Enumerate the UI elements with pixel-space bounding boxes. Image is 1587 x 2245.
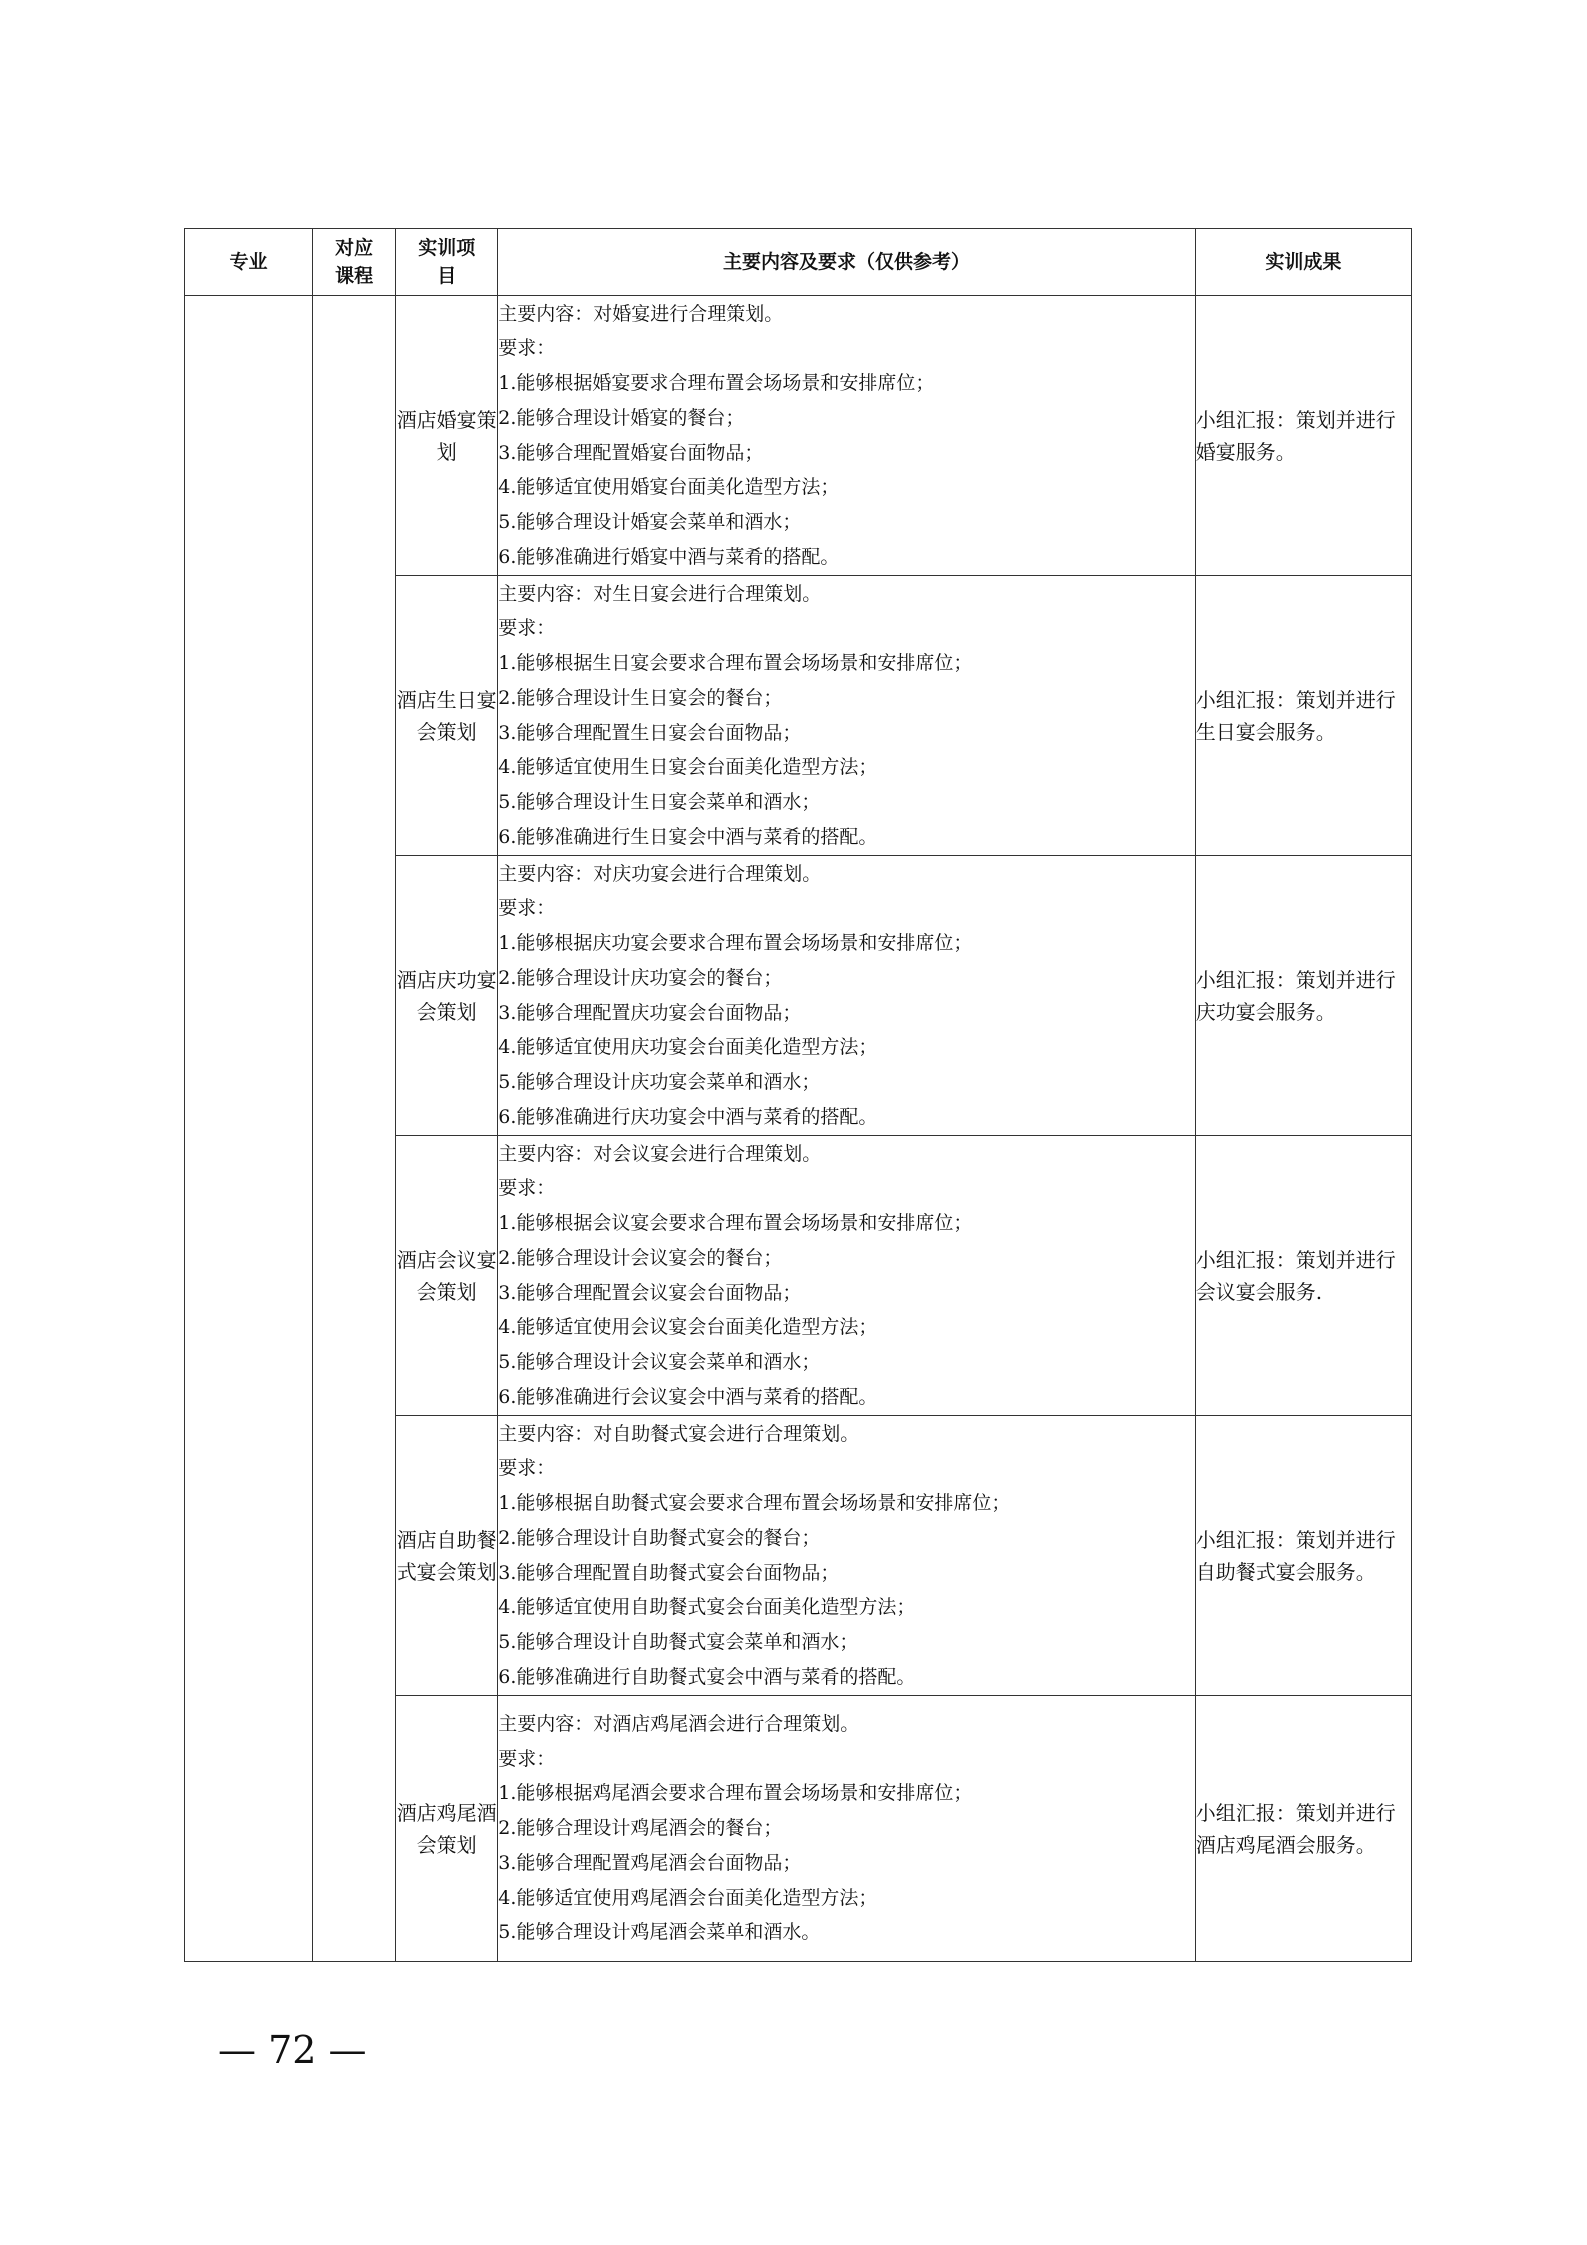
content-line: 2.能够合理设计生日宴会的餐台； (498, 686, 783, 709)
header-course: 对应课程 (313, 229, 396, 296)
content-cell (498, 296, 1196, 576)
content-line: 要求： (498, 617, 556, 640)
content-line: 4.能够适宜使用鸡尾酒会台面美化造型方法； (498, 1886, 878, 1909)
content-line: 主要内容：对酒店鸡尾酒会进行合理策划。 (498, 1713, 860, 1736)
content-line: 2.能够合理设计庆功宴会的餐台； (498, 966, 783, 989)
content-line: 主要内容：对自助餐式宴会进行合理策划。 (498, 1422, 860, 1445)
content-line: 要求： (498, 1457, 556, 1480)
training-table (184, 228, 1412, 1962)
content-cell (498, 576, 1196, 856)
header-row (185, 229, 1412, 296)
content-line: 1.能够根据生日宴会要求合理布置会场场景和安排席位； (498, 652, 973, 675)
page-number: — 72 — (218, 2028, 367, 2072)
content-line: 2.能够合理设计婚宴的餐台； (498, 406, 745, 429)
content-line: 要求： (498, 1747, 556, 1770)
content-cell (498, 856, 1196, 1136)
content-line: 4.能够适宜使用庆功宴会台面美化造型方法； (498, 1036, 878, 1059)
project-cell: 酒店鸡尾酒会策划 (396, 1696, 498, 1962)
project-cell: 酒店庆功宴会策划 (396, 856, 498, 1136)
content-line: 2.能够合理设计会议宴会的餐台； (498, 1246, 783, 1269)
content-line: 6.能够准确进行婚宴中酒与菜肴的搭配。 (498, 545, 840, 568)
content-line: 6.能够准确进行生日宴会中酒与菜肴的搭配。 (498, 825, 878, 848)
content-line: 要求： (498, 337, 556, 360)
result-cell: 小组汇报：策划并进行酒店鸡尾酒会服务。 (1195, 1696, 1411, 1962)
content-line: 2.能够合理设计自助餐式宴会的餐台； (498, 1526, 821, 1549)
content-line: 3.能够合理配置鸡尾酒会台面物品； (498, 1851, 802, 1874)
result-cell: 小组汇报：策划并进行自助餐式宴会服务。 (1195, 1416, 1411, 1696)
content-line: 1.能够根据自助餐式宴会要求合理布置会场场景和安排席位； (498, 1492, 1011, 1515)
content-line: 5.能够合理设计鸡尾酒会菜单和酒水。 (498, 1921, 821, 1944)
content-line: 3.能够合理配置自助餐式宴会台面物品； (498, 1561, 840, 1584)
content-line: 主要内容：对生日宴会进行合理策划。 (498, 582, 822, 605)
project-cell: 酒店自助餐式宴会策划 (396, 1416, 498, 1696)
content-line: 6.能够准确进行自助餐式宴会中酒与菜肴的搭配。 (498, 1665, 916, 1688)
content-line: 4.能够适宜使用婚宴台面美化造型方法； (498, 476, 840, 499)
header-major: 专业 (185, 229, 313, 296)
content-line: 3.能够合理配置会议宴会台面物品； (498, 1281, 802, 1304)
content-line: 5.能够合理设计会议宴会菜单和酒水； (498, 1350, 821, 1373)
content-line: 5.能够合理设计生日宴会菜单和酒水； (498, 790, 821, 813)
content-line: 6.能够准确进行会议宴会中酒与菜肴的搭配。 (498, 1385, 878, 1408)
content-line: 5.能够合理设计自助餐式宴会菜单和酒水； (498, 1630, 859, 1653)
content-line: 4.能够适宜使用生日宴会台面美化造型方法； (498, 756, 878, 779)
major-cell (185, 296, 313, 1962)
content-line: 2.能够合理设计鸡尾酒会的餐台； (498, 1817, 783, 1840)
content-line: 主要内容：对庆功宴会进行合理策划。 (498, 862, 822, 885)
content-line: 主要内容：对会议宴会进行合理策划。 (498, 1142, 822, 1165)
project-cell: 酒店会议宴会策划 (396, 1136, 498, 1416)
result-cell: 小组汇报：策划并进行婚宴服务。 (1195, 296, 1411, 576)
result-cell: 小组汇报：策划并进行生日宴会服务。 (1195, 576, 1411, 856)
content-line: 1.能够根据会议宴会要求合理布置会场场景和安排席位； (498, 1212, 973, 1235)
content-line: 4.能够适宜使用会议宴会台面美化造型方法； (498, 1316, 878, 1339)
table-row (185, 296, 1412, 576)
header-project: 实训项目 (396, 229, 498, 296)
content-line: 6.能够准确进行庆功宴会中酒与菜肴的搭配。 (498, 1105, 878, 1128)
content-cell (498, 1416, 1196, 1696)
content-line: 3.能够合理配置婚宴台面物品； (498, 441, 764, 464)
content-line: 5.能够合理设计婚宴会菜单和酒水； (498, 510, 802, 533)
content-line: 4.能够适宜使用自助餐式宴会台面美化造型方法； (498, 1596, 916, 1619)
result-cell: 小组汇报：策划并进行会议宴会服务. (1195, 1136, 1411, 1416)
project-cell: 酒店婚宴策划 (396, 296, 498, 576)
content-cell (498, 1136, 1196, 1416)
content-line: 要求： (498, 1177, 556, 1200)
content-line: 1.能够根据婚宴要求合理布置会场场景和安排席位； (498, 372, 935, 395)
header-result: 实训成果 (1195, 229, 1411, 296)
content-line: 5.能够合理设计庆功宴会菜单和酒水； (498, 1070, 821, 1093)
content-line: 1.能够根据鸡尾酒会要求合理布置会场场景和安排席位； (498, 1782, 973, 1805)
content-line: 要求： (498, 897, 556, 920)
project-cell: 酒店生日宴会策划 (396, 576, 498, 856)
header-content: 主要内容及要求（仅供参考） (498, 229, 1196, 296)
content-line: 主要内容：对婚宴进行合理策划。 (498, 302, 784, 325)
content-cell (498, 1696, 1196, 1962)
content-line: 3.能够合理配置庆功宴会台面物品； (498, 1001, 802, 1024)
course-cell (313, 296, 396, 1962)
content-line: 1.能够根据庆功宴会要求合理布置会场场景和安排席位； (498, 932, 973, 955)
content-line: 3.能够合理配置生日宴会台面物品； (498, 721, 802, 744)
result-cell: 小组汇报：策划并进行庆功宴会服务。 (1195, 856, 1411, 1136)
